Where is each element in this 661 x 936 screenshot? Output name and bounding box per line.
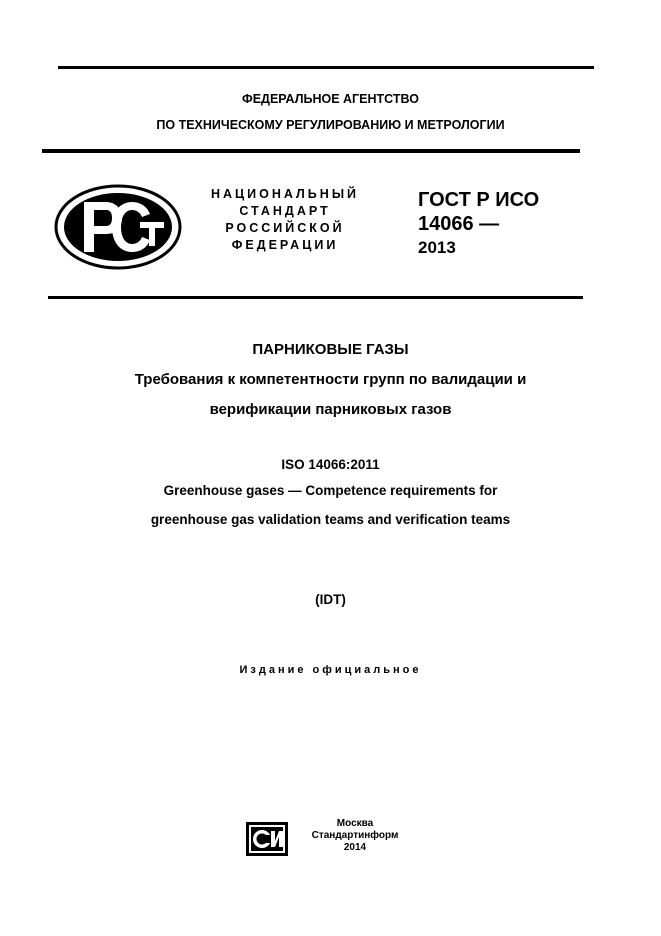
agency-rule (42, 149, 580, 153)
standard-code-year: 2013 (418, 238, 456, 257)
rst-logo-icon (54, 184, 182, 270)
title-en-line-2: greenhouse gas validation teams and verification teams (150, 512, 511, 527)
publisher-year: 2014 (343, 842, 367, 853)
agency-line-2: ПО ТЕХНИЧЕСКОМУ РЕГУЛИРОВАНИЮ И МЕТРОЛОГИИ (156, 118, 505, 132)
iso-reference: ISO 14066:2011 (281, 457, 380, 472)
title-ru-line-1: ПАРНИКОВЫЕ ГАЗЫ (252, 341, 409, 358)
title-ru-line-3: верификации парниковых газов (209, 401, 452, 418)
header-rule (48, 296, 583, 299)
publisher-info (300, 818, 410, 854)
standard-code-line-1: ГОСТ Р ИСО (418, 189, 540, 211)
standard-type-line-1: НАЦИОНАЛЬНЫЙ (210, 187, 360, 201)
publisher-logo-icon (246, 822, 288, 856)
standard-type-line-2: СТАНДАРТ (239, 204, 331, 218)
title-ru-line-2: Требования к компетентности групп по валидации и (134, 371, 527, 388)
agency-line-1: ФЕДЕРАЛЬНОЕ АГЕНТСТВО (242, 92, 419, 106)
top-rule (58, 66, 594, 69)
standard-type-line-4: ФЕДЕРАЦИИ (231, 238, 339, 252)
standard-type-line-3: РОССИЙСКОЙ (225, 221, 345, 235)
standard-code-line-2: 14066 — (418, 213, 500, 235)
publisher-name: Стандартинформ (311, 830, 399, 841)
title-en-line-1: Greenhouse gases — Competence requirements for (163, 483, 498, 498)
edition-label: Издание официальное (239, 664, 422, 676)
standard-type (190, 186, 380, 254)
publisher-city: Москва (336, 818, 374, 829)
idt-label: (IDT) (315, 592, 346, 607)
standard-code (418, 188, 539, 260)
